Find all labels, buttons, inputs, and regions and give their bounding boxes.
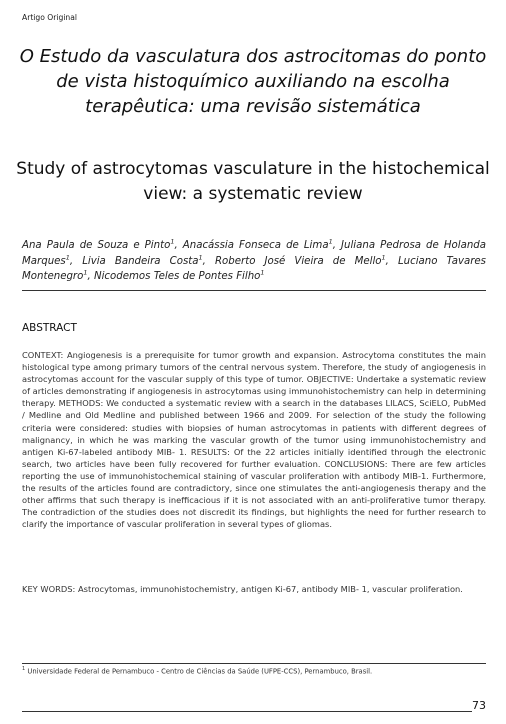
section-label: Artigo Original	[22, 13, 77, 22]
affiliation-mark: 1	[65, 253, 70, 262]
author-name: Roberto José Vieira de Mello	[214, 255, 382, 267]
author-name: Luciano Tavares Montenegro	[22, 255, 486, 282]
affiliation-mark: 1	[198, 253, 203, 262]
affiliation-mark: 1	[170, 237, 175, 246]
author-list: Ana Paula de Souza e Pinto$^1$, Anacássia Fonseca de Lima$^1$, Juliana Pedrosa de Holanda Marques$^1$, Livia Bandeira Costa$^1$, Roberto José Vieira de Mello$^1$, Luciano Tavares Montenegro$^1$, Nicodemos Teles de Pontes Filho$^1$	[22, 237, 486, 282]
author-name: Juliana Pedrosa de Holanda Marques	[22, 240, 486, 267]
author-name: Anacássia Fonseca de Lima	[182, 240, 329, 251]
page-number: 73	[472, 699, 486, 712]
author-name: Livia Bandeira Costa	[82, 255, 199, 267]
author-name: Nicodemos Teles de Pontes Filho	[93, 271, 261, 282]
affiliation-mark: 1	[83, 268, 88, 277]
affiliation-mark: 1	[328, 237, 333, 246]
keywords: KEY WORDS: Astrocytomas, immunohistochemistry, antigen Ki-67, antibody MIB- 1, vascular proliferation.	[22, 584, 463, 594]
affiliation-mark: 1	[381, 253, 386, 262]
title-portuguese: O Estudo da vasculatura dos astrocitomas do ponto de vista histoquímico auxiliando na escolha terapêutica: uma revisão sistemática	[19, 46, 487, 117]
title-english: Study of astrocytomas vasculature in the histochemical view: a systematic review	[16, 159, 490, 204]
footnote-divider	[22, 663, 486, 664]
affiliation-footnote	[22, 666, 372, 675]
footnote-mark: 1	[22, 666, 26, 672]
affiliation-mark: 1	[260, 268, 265, 277]
author-name: Ana Paula de Souza e Pinto	[22, 240, 171, 251]
footnote-text: Universidade Federal de Pernambuco - Centro de Ciências da Saúde (UFPE-CCS), Pernambuco, Brasil.	[27, 667, 373, 676]
page-divider	[22, 711, 472, 712]
author-divider	[22, 290, 486, 291]
abstract-heading: ABSTRACT	[22, 322, 77, 334]
abstract-body: CONTEXT: Angiogenesis is a prerequisite for tumor growth and expansion. Astrocytoma constitutes the main histological type among primary tumors of the central nervous system. Therefore, the study of angiogenesis in astrocytomas account for the vascular supply of this type of tumor. OBJECTIVE: Undertake a systematic review of articles demonstrating if angiogenesis in astrocytomas using immunohistochemistry can help in determining therapy. METHODS: We conducted a systematic review with a search in the databases LILACS, SciELO, PubMed / Medline and Old Medline and published between 1966 and 2009. For selection of the study the following criteria were considered: studies with biopsies of human astrocytomas in patients with different degrees of malignancy, in which he was marking the vascular growth of the tumor using immunohistochemistry and antigen Ki-67-labeled antibody MIB- 1. RESULTS: Of the 22 articles initially identified through the electronic search, two articles have been fully recovered for further evaluation. CONCLUSIONS: There are few articles reporting the use of immunohistochemical staining of vascular proliferation with antibody MIB-1. Furthermore, the results of the articles found are contradictory, since one stimulates the anti-angiogenesis therapy and the other affirms that such therapy is inefficacious if it is not associated with an anti-proliferative tumor therapy. The contradiction of the studies does not discredit its findings, but highlights the need for further research to clarify the importance of vascular proliferation in several types of gliomas.	[22, 350, 486, 530]
